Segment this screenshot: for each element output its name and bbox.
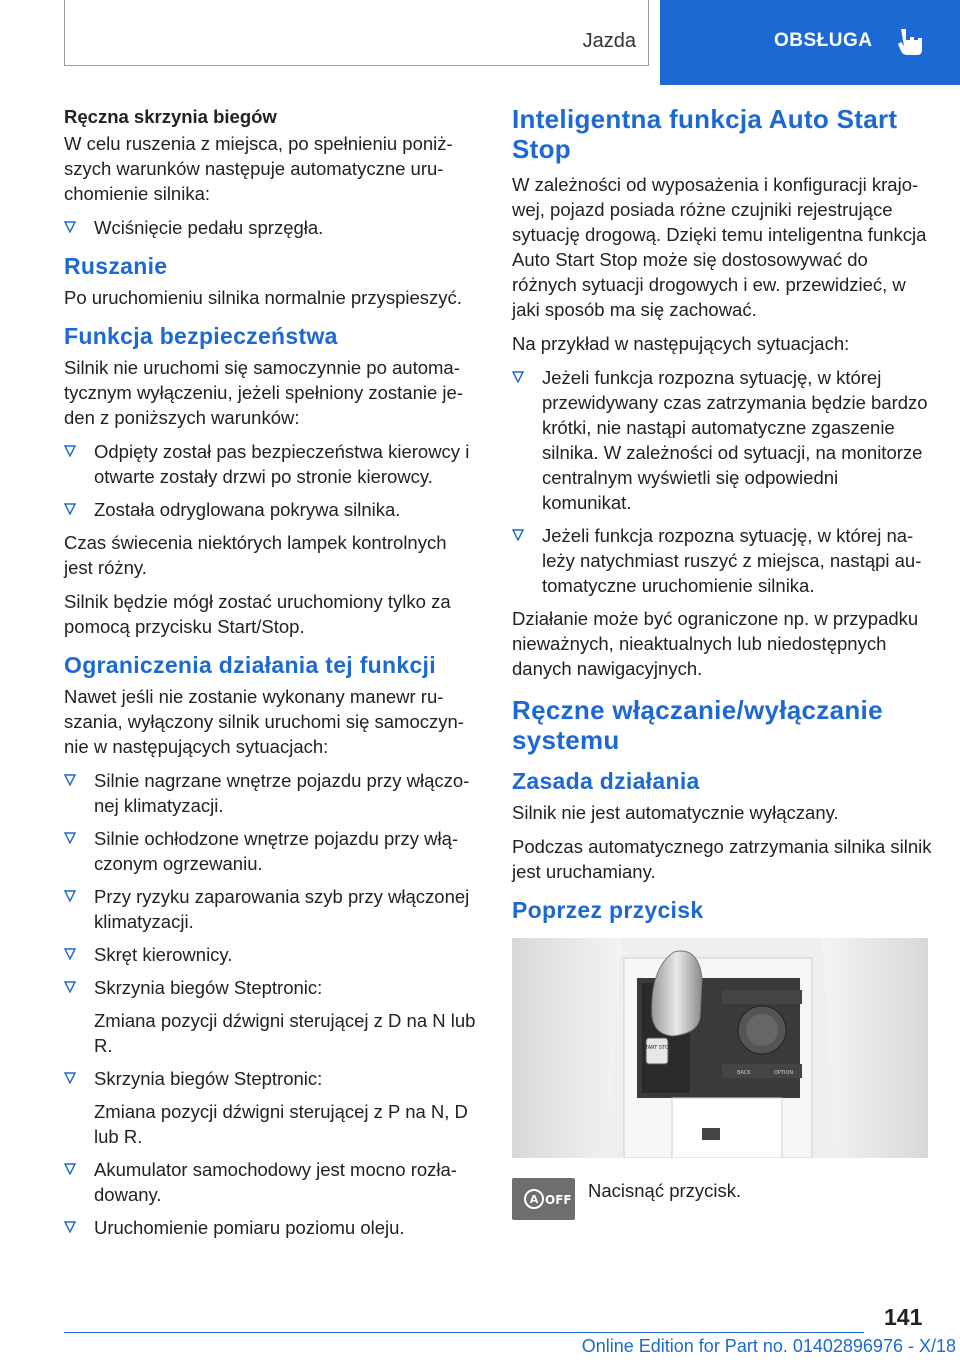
pointing-hand-icon — [896, 26, 924, 56]
button-instruction — [512, 1178, 932, 1220]
lamp-text: Czas świecenia niektórych lampek kontrolnych jest różny. — [64, 532, 447, 578]
heading-manual-toggle: Ręczne włączanie/wyłączanie systemu — [512, 695, 883, 755]
triangle-bullet-icon — [64, 445, 76, 457]
chapter-tab[interactable] — [660, 0, 960, 85]
auto-start-stop-off-icon — [512, 1178, 575, 1220]
list-item: Skręt kierownicy. — [64, 942, 478, 967]
photo-option-label: OPTION — [774, 1070, 794, 1076]
list-item: Silnie ochłodzone wnętrze pojazdu przy włączonym ogrzewaniu. — [64, 826, 478, 876]
footer-rule — [64, 1332, 864, 1333]
page-number: 141 — [884, 1304, 923, 1330]
principle-text-2: Podczas automatycznego zatrzymania silnika silnik jest uruchamiany. — [512, 836, 932, 882]
heading-via-button: Poprzez przycisk — [512, 897, 704, 923]
chapter-tab-label: OBSŁUGA — [774, 30, 873, 51]
heading-ruszanie: Ruszanie — [64, 253, 168, 279]
list-item: Akumulator samochodowy jest mocno rozładowany. — [64, 1157, 478, 1207]
limits-text: Nawet jeśli nie zostanie wykonany manewr ruszania, wyłączony silnik uruchomi się samoczynnie w następujących sytuacjach: — [64, 686, 464, 757]
principle-text-1: Silnik nie jest automatycznie wyłączany. — [512, 802, 839, 823]
header-section-box — [64, 0, 649, 66]
example-intro: Na przykład w następujących sytuacjach: — [512, 333, 850, 354]
safety-text: Silnik nie uruchomi się samoczynnie po automatycznym wyłączeniu, jeżeli spełniony zostanie jeden z poniższych warunków: — [64, 357, 463, 428]
list-item: Wciśnięcie pedału sprzęgła. — [64, 215, 478, 240]
manual-gearbox-subtitle: Ręczna skrzynia biegów — [64, 106, 277, 127]
ruszanie-text: Po uruchomieniu silnika normalnie przyspieszyć. — [64, 287, 462, 308]
photo-start-stop-label: START STOP — [641, 1045, 673, 1051]
center-console-photo — [512, 938, 928, 1158]
triangle-bullet-icon — [64, 890, 76, 902]
triangle-bullet-icon — [64, 221, 76, 233]
triangle-bullet-icon — [64, 774, 76, 786]
heading-safety: Funkcja bezpieczeństwa — [64, 323, 338, 349]
list-item: Przy ryzyku zaparowania szyb przy włączonej klimatyzacji. — [64, 884, 478, 934]
list-item: Odpięty został pas bezpieczeństwa kierowcy i otwarte zostały drzwi po stronie kierowcy. — [64, 439, 478, 489]
triangle-bullet-icon — [64, 503, 76, 515]
triangle-bullet-icon — [64, 948, 76, 960]
section-title: Jazda — [582, 30, 636, 52]
triangle-bullet-icon — [64, 1072, 76, 1084]
list-item: Jeżeli funkcja rozpozna sytuację, w której należy natychmiast ruszyć z miejsca, nastąpi automatyczne uruchomienie silnika. — [512, 523, 932, 598]
heading-auto-start-stop: Inteligentna funkcja Auto Start Stop — [512, 104, 898, 164]
right-column — [512, 104, 932, 1220]
list-item: Uruchomienie pomiaru poziomu oleju. — [64, 1215, 478, 1240]
triangle-bullet-icon — [512, 529, 524, 541]
button-caption: Nacisnąć przycisk. — [588, 1180, 742, 1201]
heading-principle: Zasada działania — [512, 768, 700, 794]
footer-edition: Online Edition for Part no. 01402896976 - X/18 — [581, 1336, 956, 1356]
list-item: Została odryglowana pokrywa silnika. — [64, 497, 478, 522]
list-item: Jeżeli funkcja rozpozna sytuację, w której przewidywany czas zatrzymania będzie bardzo krótki, nie nastąpi automatyczne zgaszenie silnika. W zależności od sytuacji, na monitorze centralnym wyświetli się odpowiedni komunikat. — [512, 365, 932, 515]
triangle-bullet-icon — [64, 981, 76, 993]
list-item-detail: Zmiana pozycji dźwigni sterującej z D na N lub R. — [94, 1010, 476, 1056]
triangle-bullet-icon — [64, 1221, 76, 1233]
manual-gearbox-intro: W celu ruszenia z miejsca, po spełnieniu poniższych warunków następuje automatyczne uruchomienie silnika: — [64, 133, 453, 204]
start-stop-text: Silnik będzie mógł zostać uruchomiony tylko za pomocą przycisku Start/Stop. — [64, 591, 451, 637]
list-item: Skrzynia biegów Steptronic: — [64, 1066, 478, 1091]
triangle-bullet-icon — [512, 371, 524, 383]
list-item: Silnie nagrzane wnętrze pojazdu przy włączonej klimatyzacji. — [64, 768, 478, 818]
center-console-illustration — [512, 938, 928, 1158]
list-item: Skrzynia biegów Steptronic: — [64, 975, 478, 1000]
heading-limits: Ograniczenia działania tej funkcji — [64, 652, 436, 678]
triangle-bullet-icon — [64, 1163, 76, 1175]
auto-start-stop-text: W zależności od wyposażenia i konfiguracji krajowej, pojazd posiada różne czujniki rejestrujące sytuację drogową. Dzięki temu inteligentna funkcja Auto Start Stop może się dostosowywać do różnych sytuacji drogowych i ew. przewidzieć, w jaki sposób ma się zachować. — [512, 174, 927, 320]
list-item-detail: Zmiana pozycji dźwigni sterującej z P na N, D lub R. — [94, 1101, 468, 1147]
photo-back-label: BACK — [737, 1070, 751, 1076]
svg-text:A: A — [529, 1193, 539, 1206]
triangle-bullet-icon — [64, 832, 76, 844]
limitation-text: Działanie może być ograniczone np. w przypadku nieważnych, nieaktualnych lub niedostępnych danych nawigacyjnych. — [512, 608, 919, 679]
off-icon-text: OFF — [545, 1193, 572, 1207]
left-column — [64, 104, 478, 1248]
